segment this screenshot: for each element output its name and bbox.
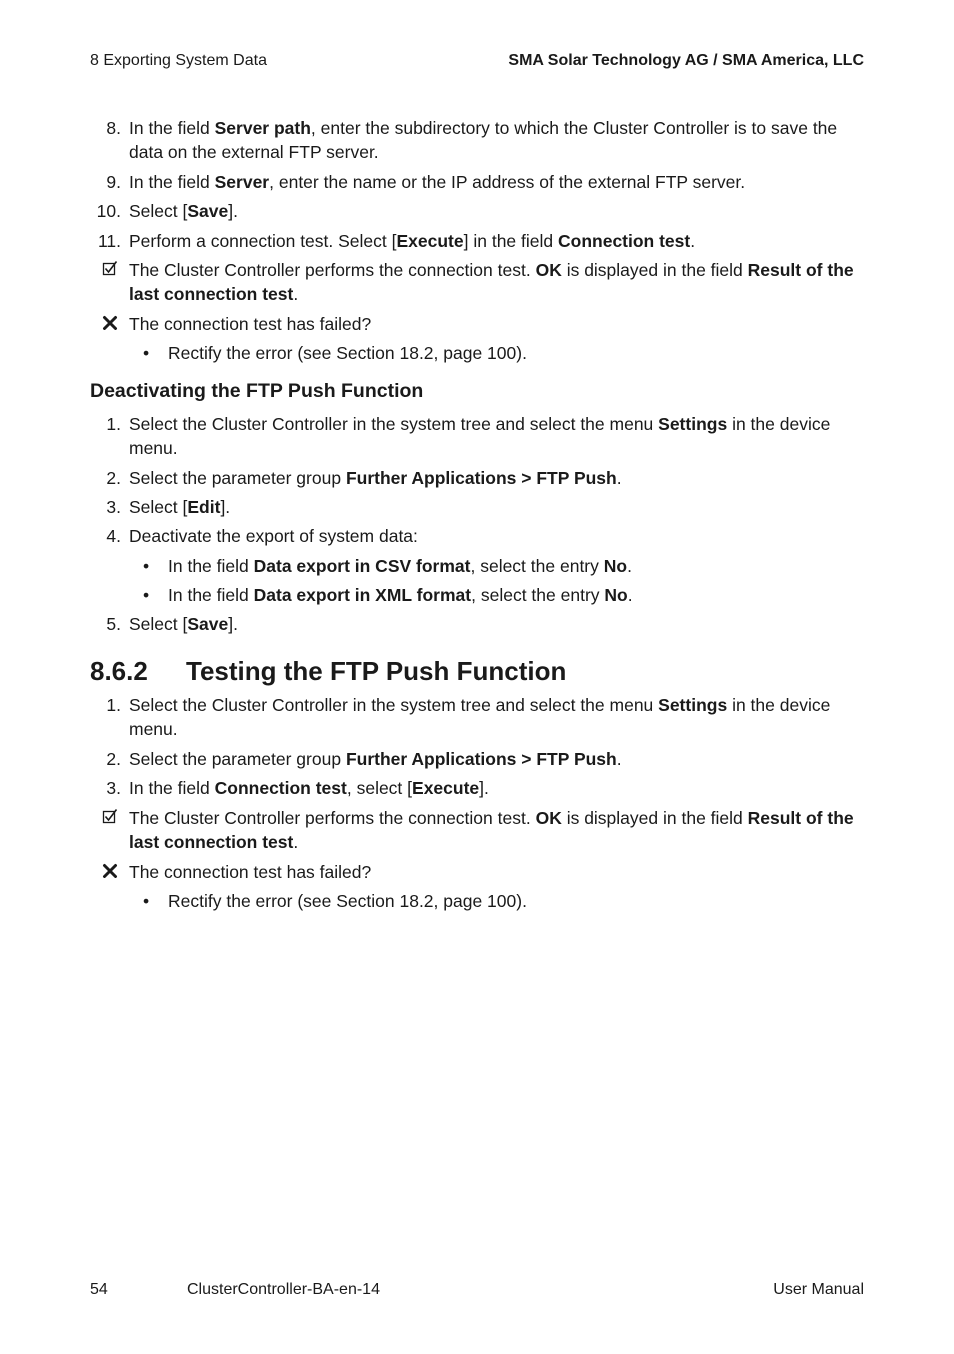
bullet-icon: • — [143, 556, 150, 576]
checkbox-icon — [102, 806, 118, 830]
step-text: In the field Connection test, select [Execute]. — [129, 778, 489, 798]
step-text: Select the Cluster Controller in the system tree and select the menu Settings in the device menu. — [129, 414, 831, 458]
step-number: 1. — [106, 414, 121, 434]
result-failure-text: The connection test has failed? — [129, 314, 372, 334]
step-number: 2. — [106, 749, 121, 769]
step-text: Select [Edit]. — [129, 497, 231, 517]
section-heading: Deactivating the FTP Push Function — [90, 380, 424, 402]
step-text: In the field Server, enter the name or the IP address of the external FTP server. — [129, 172, 746, 192]
step-number: 5. — [106, 614, 121, 634]
result-success-text: The Cluster Controller performs the connection test. OK is displayed in the field Result of the last connection test. — [129, 260, 854, 304]
running-header-chapter: 8 Exporting System Data — [90, 52, 267, 69]
step-number: 11. — [97, 231, 121, 251]
step-number: 1. — [106, 695, 121, 715]
result-success-text: The Cluster Controller performs the connection test. OK is displayed in the field Result of the last connection test. — [129, 808, 854, 852]
step-text: Select the parameter group Further Applications > FTP Push. — [129, 468, 622, 488]
step-text: Select the parameter group Further Applications > FTP Push. — [129, 749, 622, 769]
remedy-text: Rectify the error (see Section 18.2, page 100). — [168, 343, 527, 363]
subsection-title: Testing the FTP Push Function — [186, 656, 567, 686]
bullet-text: In the field Data export in CSV format, select the entry No. — [168, 556, 632, 576]
step-text: Select [Save]. — [129, 201, 238, 221]
bullet-text: In the field Data export in XML format, select the entry No. — [168, 585, 633, 605]
bullet-icon: • — [143, 343, 150, 363]
cross-icon — [102, 312, 118, 336]
step-text: In the field Server path, enter the subdirectory to which the Cluster Controller is to save the data on the external FTP server. — [129, 118, 838, 162]
step-text: Select the Cluster Controller in the system tree and select the menu Settings in the device menu. — [129, 695, 831, 739]
step-number: 8. — [106, 118, 121, 138]
step-number: 2. — [106, 468, 121, 488]
step-number: 10. — [96, 201, 121, 221]
document-type: User Manual — [773, 1281, 864, 1298]
subsection-number: 8.6.2 — [90, 656, 148, 686]
step-number: 3. — [106, 778, 121, 798]
step-number: 4. — [106, 526, 121, 546]
step-text: Deactivate the export of system data: — [129, 526, 418, 546]
step-number: 3. — [106, 497, 121, 517]
remedy-text: Rectify the error (see Section 18.2, page 100). — [168, 891, 527, 911]
checkbox-icon — [102, 258, 118, 282]
document-id: ClusterController-BA-en-14 — [187, 1281, 380, 1298]
result-failure-text: The connection test has failed? — [129, 862, 372, 882]
subsection-heading — [90, 656, 567, 687]
bullet-icon: • — [143, 585, 150, 605]
step-text: Perform a connection test. Select [Execute] in the field Connection test. — [129, 231, 696, 251]
cross-icon — [102, 860, 118, 884]
running-header-company: SMA Solar Technology AG / SMA America, LLC — [508, 52, 864, 69]
page-number: 54 — [90, 1281, 108, 1298]
step-number: 9. — [106, 172, 121, 192]
step-text: Select [Save]. — [129, 614, 238, 634]
bullet-icon: • — [143, 891, 150, 911]
